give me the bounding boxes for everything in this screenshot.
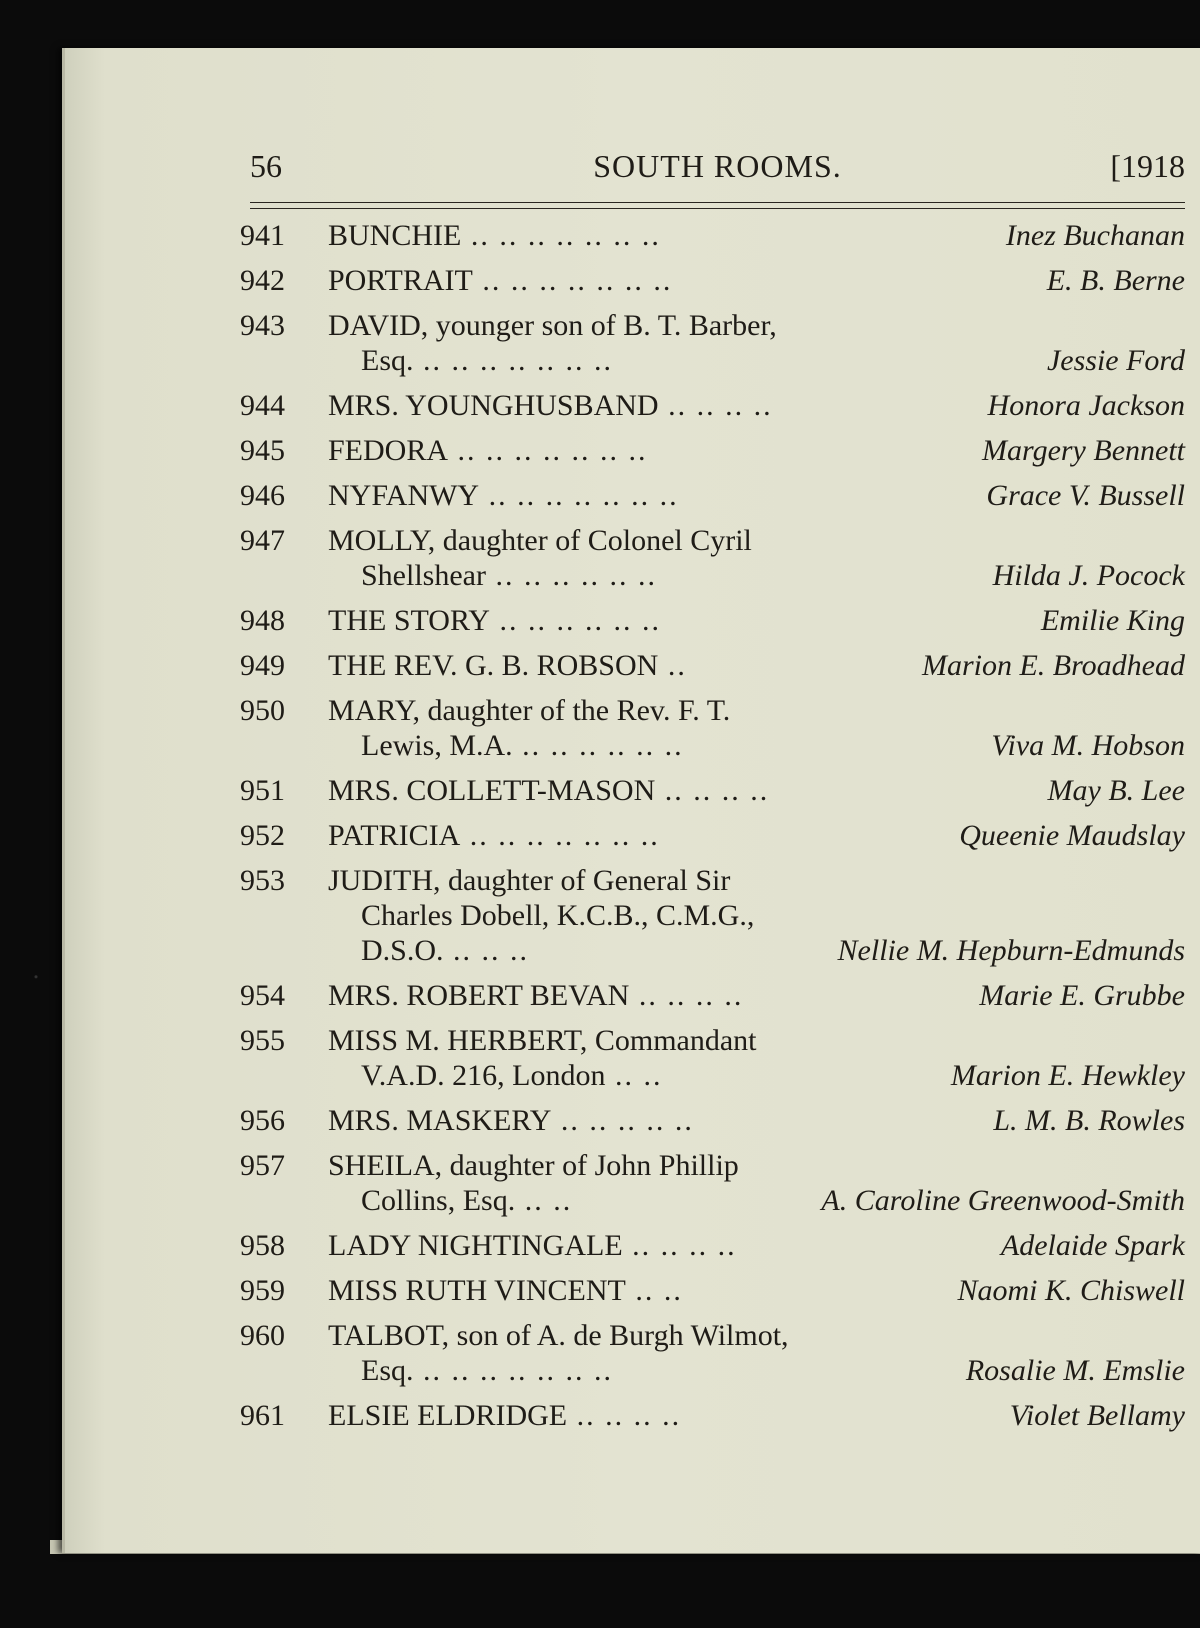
entry-title-continuation: Charles Dobell, K.C.B., C.M.G., (361, 899, 755, 932)
entry-artist: L. M. B. Rowles (993, 1104, 1185, 1137)
leader-dots: .. .. .. .. .. .. .. (472, 264, 673, 297)
entry-title-line: THE REV. G. B. ROBSON (328, 649, 659, 682)
entry-artist: May B. Lee (1047, 774, 1185, 807)
entry-title-line: MRS. COLLETT-MASON (328, 774, 656, 807)
leader-dots: .. .. .. .. .. .. .. (413, 1354, 613, 1387)
entry-number: 957 (240, 1149, 285, 1182)
entry-title-continuation: D.S.O. .. .. .. (361, 934, 530, 967)
entry-title-line: FEDORA (328, 434, 449, 467)
entry-title-line: SHEILA, daughter of John Phillip (328, 1149, 739, 1182)
entry-title (328, 1398, 888, 1433)
leader-dots: .. .. .. .. (622, 1229, 737, 1262)
entry-title-line: DAVID, younger son of B. T. Barber, (328, 309, 777, 342)
entry-title (328, 1273, 888, 1308)
entry-number: 952 (240, 819, 285, 852)
entry-title-continuation: Shellshear .. .. .. .. .. .. (361, 559, 657, 592)
entry-title (328, 478, 888, 513)
section-title: SOUTH ROOMS. (593, 148, 842, 184)
page-header (250, 148, 1185, 198)
entry-number: 942 (240, 264, 285, 297)
entry-title-line: LADY NIGHTINGALE (328, 1229, 623, 1262)
leader-dots: .. .. .. .. .. .. (512, 729, 684, 762)
entry-number: 947 (240, 524, 285, 557)
header-rule-top (250, 202, 1185, 203)
entry-title-line: ELSIE ELDRIDGE (328, 1399, 568, 1432)
entry-title (328, 1023, 888, 1093)
entry-title (328, 308, 888, 378)
entry-number: 954 (240, 979, 285, 1012)
entry-number: 943 (240, 309, 285, 342)
entry-number: 945 (240, 434, 285, 467)
entry-number: 944 (240, 389, 285, 422)
entry-title-continuation: Lewis, M.A. .. .. .. .. .. .. (361, 729, 684, 762)
entry-title (328, 863, 888, 968)
entry-artist: Marion E. Broadhead (921, 649, 1185, 682)
catalogue-entry (240, 1318, 1185, 1388)
entry-number: 950 (240, 694, 285, 727)
entry-number: 956 (240, 1104, 285, 1137)
entry-title (328, 1148, 888, 1218)
entry-title (328, 648, 888, 683)
entry-title-line: THE STORY (328, 604, 490, 637)
catalogue-entry (240, 478, 1185, 513)
leader-dots: .. .. .. .. (655, 774, 770, 807)
leader-dots: .. .. .. .. .. .. .. (413, 344, 613, 377)
entry-title-line: MRS. MASKERY (328, 1104, 552, 1137)
entry-artist: Emilie King (1040, 604, 1185, 637)
entry-title (328, 433, 888, 468)
entry-number: 946 (240, 479, 285, 512)
entry-artist: E. B. Berne (1046, 264, 1185, 297)
entry-title (328, 388, 888, 423)
entry-artist: Queenie Maudslay (959, 819, 1185, 852)
leader-dots: .. .. .. (443, 934, 530, 967)
catalogue-entry (240, 218, 1185, 253)
leader-dots: .. (658, 649, 687, 682)
entry-title-line: MRS. YOUNGHUSBAND (328, 389, 659, 422)
catalogue-entries (240, 218, 1185, 1443)
entry-artist: A. Caroline Greenwood-Smith (821, 1184, 1185, 1217)
catalogue-entry (240, 1228, 1185, 1263)
entry-title (328, 603, 888, 638)
leader-dots: .. .. .. .. (658, 389, 773, 422)
entry-artist: Marion E. Hewkley (950, 1059, 1185, 1092)
entry-artist: Rosalie M. Emslie (965, 1354, 1185, 1387)
catalogue-entry (240, 818, 1185, 853)
catalogue-entry (240, 773, 1185, 808)
leader-dots: .. .. .. .. .. .. .. (460, 819, 660, 852)
entry-artist: Honora Jackson (987, 389, 1185, 422)
entry-number: 953 (240, 864, 285, 897)
entry-artist: Nellie M. Hepburn-Edmunds (837, 934, 1185, 967)
leader-dots: .. .. .. .. .. .. (489, 604, 661, 637)
entry-number: 948 (240, 604, 285, 637)
entry-title-continuation: V.A.D. 216, London .. .. (361, 1059, 663, 1092)
entry-title-continuation: Collins, Esq. .. .. (361, 1184, 573, 1217)
entry-artist: Inez Buchanan (1005, 219, 1185, 252)
entry-title-line: PORTRAIT (328, 264, 473, 297)
entry-title-continuation: Esq. .. .. .. .. .. .. .. (361, 1354, 613, 1387)
entry-title (328, 978, 888, 1013)
entry-artist: Grace V. Bussell (986, 479, 1185, 512)
entry-title-line: BUNCHIE (328, 219, 462, 252)
entry-number: 955 (240, 1024, 285, 1057)
entry-number: 961 (240, 1399, 285, 1432)
catalogue-entry (240, 523, 1185, 593)
entry-title (328, 693, 888, 763)
entry-number: 958 (240, 1229, 285, 1262)
entry-title (328, 773, 888, 808)
entry-title-line: MOLLY, daughter of Colonel Cyril (328, 524, 752, 557)
entry-artist: Violet Bellamy (1009, 1399, 1185, 1432)
entry-number: 959 (240, 1274, 285, 1307)
header-rule-bottom (250, 208, 1185, 209)
catalogue-entry (240, 1398, 1185, 1433)
catalogue-entry (240, 603, 1185, 638)
catalogue-entry (240, 1023, 1185, 1093)
catalogue-entry (240, 433, 1185, 468)
entry-title (328, 523, 888, 593)
entry-title-line: MRS. ROBERT BEVAN (328, 979, 630, 1012)
entry-title-continuation: Esq. .. .. .. .. .. .. .. (361, 344, 613, 377)
entry-artist: Hilda J. Pocock (992, 559, 1185, 592)
leader-dots: .. .. (625, 1274, 683, 1307)
year-label: [1918 (1110, 148, 1185, 184)
entry-title (328, 1228, 888, 1263)
entry-title (328, 218, 888, 253)
catalogue-entry (240, 1148, 1185, 1218)
leader-dots: .. .. (605, 1059, 663, 1092)
leader-dots: .. .. .. .. .. .. (485, 559, 657, 592)
entry-artist: Viva M. Hobson (991, 729, 1185, 762)
catalogue-entry (240, 693, 1185, 763)
leader-dots: .. .. .. .. .. (551, 1104, 694, 1137)
entry-title (328, 263, 888, 298)
catalogue-entry (240, 388, 1185, 423)
entry-title-line: MISS M. HERBERT, Commandant (328, 1024, 757, 1057)
catalogue-entry (240, 863, 1185, 968)
entry-number: 951 (240, 774, 285, 807)
entry-title-line: MARY, daughter of the Rev. F. T. (328, 694, 731, 727)
entry-title-line: TALBOT, son of A. de Burgh Wilmot, (328, 1319, 789, 1352)
entry-artist: Marie E. Grubbe (979, 979, 1185, 1012)
leader-dots: .. .. .. .. .. .. .. (479, 479, 679, 512)
entry-number: 941 (240, 219, 285, 252)
entry-artist: Adelaide Spark (1000, 1229, 1185, 1262)
entry-title (328, 1103, 888, 1138)
entry-title-line: NYFANWY (328, 479, 480, 512)
entry-title-line: JUDITH, daughter of General Sir (328, 864, 731, 897)
entry-title (328, 818, 888, 853)
entry-title-line: MISS RUTH VINCENT (328, 1274, 626, 1307)
catalogue-entry (240, 263, 1185, 298)
catalogue-entry (240, 1103, 1185, 1138)
leader-dots: .. .. .. .. .. .. .. (461, 219, 661, 252)
entry-artist: Naomi K. Chiswell (957, 1274, 1185, 1307)
entry-title (328, 1318, 888, 1388)
entry-number: 960 (240, 1319, 285, 1352)
entry-artist: Margery Bennett (982, 434, 1185, 467)
page-number: 56 (250, 148, 282, 184)
catalogue-entry (240, 308, 1185, 378)
entry-title-line: PATRICIA (328, 819, 461, 852)
entry-number: 949 (240, 649, 285, 682)
catalogue-entry (240, 1273, 1185, 1308)
leader-dots: .. .. .. .. (567, 1399, 682, 1432)
catalogue-entry (240, 978, 1185, 1013)
catalogue-entry (240, 648, 1185, 683)
leader-dots: .. .. .. .. (629, 979, 744, 1012)
leader-dots: .. .. .. .. .. .. .. (448, 434, 648, 467)
leader-dots: .. .. (515, 1184, 573, 1217)
entry-artist: Jessie Ford (1046, 344, 1185, 377)
